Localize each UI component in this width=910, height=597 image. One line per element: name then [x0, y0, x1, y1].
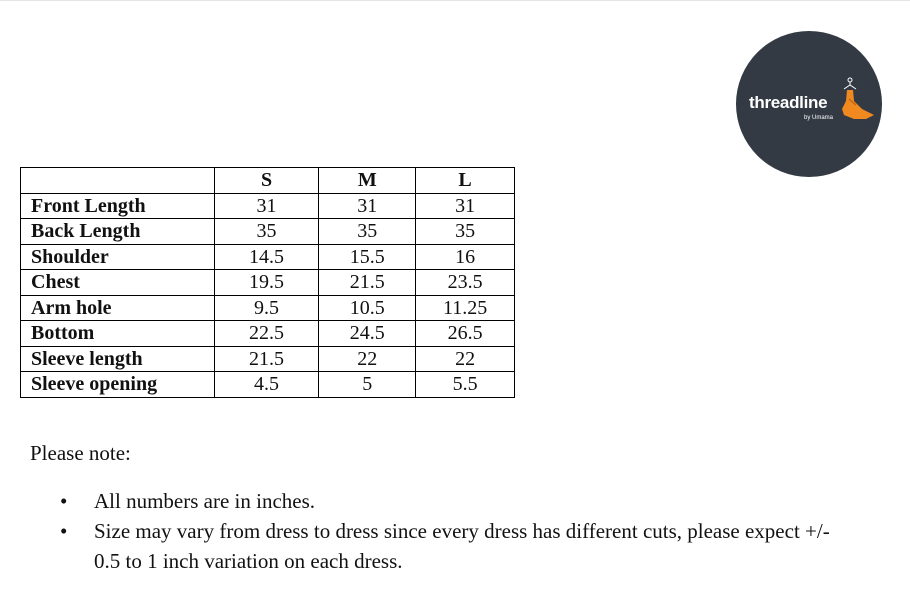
cell-l: 23.5 — [416, 270, 515, 296]
cell-l: 16 — [416, 244, 515, 270]
row-label: Back Length — [21, 219, 215, 245]
cell-s: 22.5 — [214, 321, 319, 347]
cell-l: 35 — [416, 219, 515, 245]
cell-m: 21.5 — [319, 270, 416, 296]
notes-heading: Please note: — [30, 441, 131, 465]
table-row — [21, 219, 515, 245]
cell-s: 19.5 — [214, 270, 319, 296]
row-label: Chest — [21, 270, 215, 296]
cell-m: 35 — [319, 219, 416, 245]
table-header-row — [21, 168, 515, 194]
cell-l: 11.25 — [416, 295, 515, 321]
table-row — [21, 244, 515, 270]
size-chart-table — [20, 167, 515, 398]
bullet-icon: • — [60, 489, 68, 513]
table-row — [21, 321, 515, 347]
table-row — [21, 193, 515, 219]
table-row — [21, 372, 515, 398]
cell-m: 24.5 — [319, 321, 416, 347]
cell-l: 31 — [416, 193, 515, 219]
cell-l: 5.5 — [416, 372, 515, 398]
cell-s: 14.5 — [214, 244, 319, 270]
header-empty-cell — [21, 168, 215, 194]
cell-s: 31 — [214, 193, 319, 219]
row-label: Front Length — [21, 193, 215, 219]
row-label: Bottom — [21, 321, 215, 347]
cell-m: 5 — [319, 372, 416, 398]
logo-tagline: by Umama — [804, 115, 834, 121]
cell-m: 10.5 — [319, 295, 416, 321]
row-label: Sleeve length — [21, 346, 215, 372]
cell-s: 9.5 — [214, 295, 319, 321]
cell-m: 15.5 — [319, 244, 416, 270]
row-label: Shoulder — [21, 244, 215, 270]
note-text: All numbers are in inches. — [94, 489, 316, 513]
cell-s: 4.5 — [214, 372, 319, 398]
notes-list — [60, 486, 860, 576]
logo-wordmark: threadline — [749, 93, 828, 112]
row-label: Arm hole — [21, 295, 215, 321]
list-item — [60, 486, 860, 516]
dress-icon — [836, 75, 880, 131]
cell-m: 22 — [319, 346, 416, 372]
cell-m: 31 — [319, 193, 416, 219]
cell-s: 21.5 — [214, 346, 319, 372]
header-size-l: L — [416, 168, 515, 194]
cell-l: 22 — [416, 346, 515, 372]
cell-l: 26.5 — [416, 321, 515, 347]
table-row — [21, 295, 515, 321]
row-label: Sleeve opening — [21, 372, 215, 398]
header-size-m: M — [319, 168, 416, 194]
table-row — [21, 346, 515, 372]
header-size-s: S — [214, 168, 319, 194]
bullet-icon: • — [60, 519, 68, 543]
brand-logo — [736, 31, 882, 177]
cell-s: 35 — [214, 219, 319, 245]
list-item — [60, 516, 860, 576]
top-border — [0, 0, 910, 1]
note-text: Size may vary from dress to dress since every dress has different cuts, please expect +/- 0.5 to 1 inch variation on each dress. — [94, 519, 830, 573]
table-row — [21, 270, 515, 296]
